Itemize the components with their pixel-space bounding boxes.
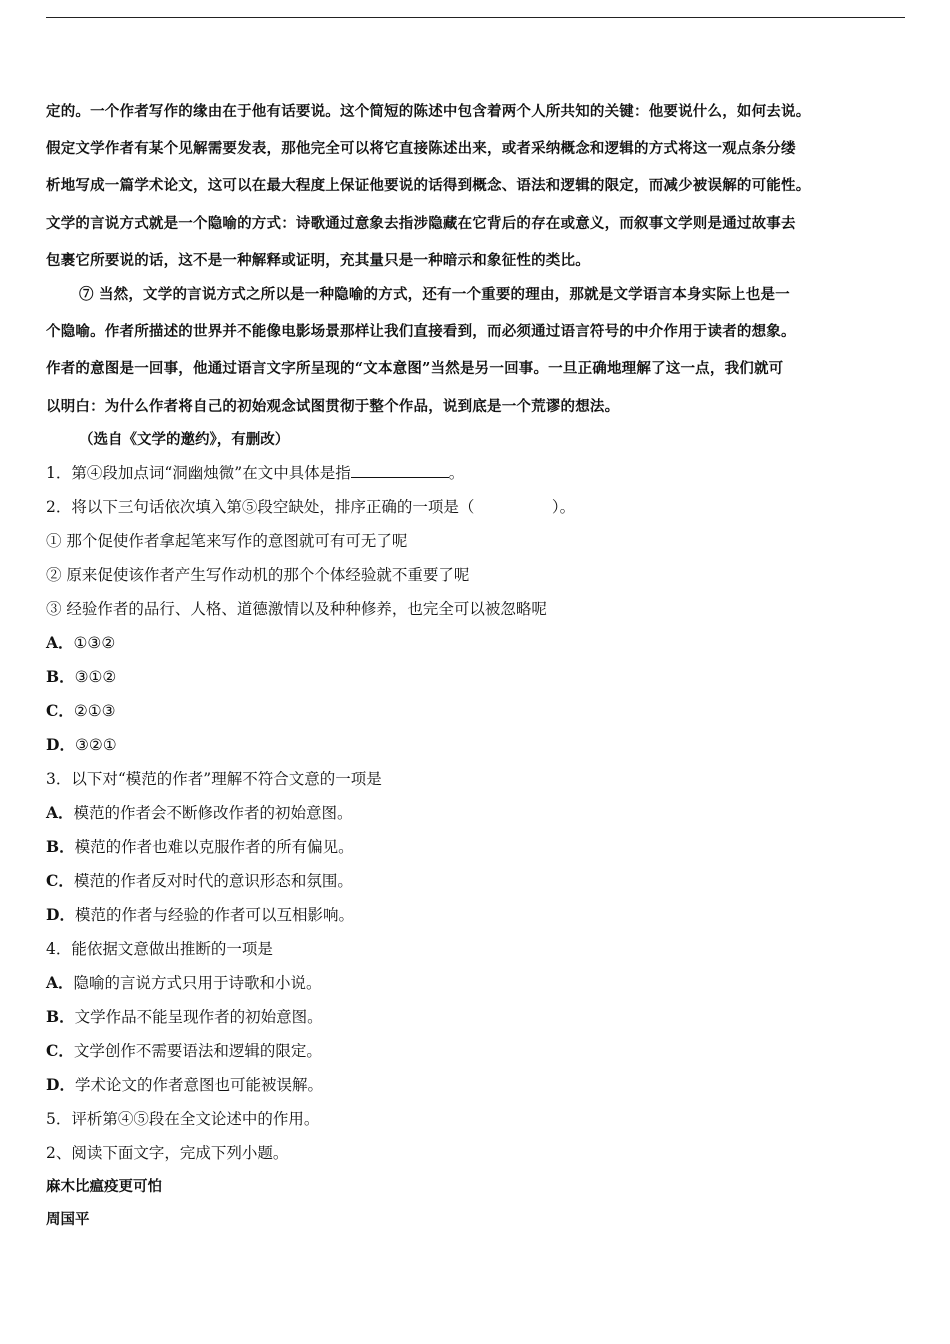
option-letter: D．: [46, 905, 75, 924]
passage-line: 定的。一个作者写作的缘由在于他有话要说。这个简短的陈述中包含着两个人所共知的关键：他要说什么，如何去说。: [46, 103, 811, 120]
option-text: 文学作品不能呈现作者的初始意图。: [74, 1008, 323, 1026]
option-text: 文学创作不需要语法和逻辑的限定。: [73, 1042, 322, 1060]
q2-sentence-3: ③ 经验作者的品行、人格、道德激情以及种种修养，也完全可以被忽略呢: [46, 600, 547, 618]
passage-line: 作者的意图是一回事，他通过语言文字所呈现的“文本意图”当然是另一回事。一旦正确地理解了这一点，我们就可: [46, 360, 784, 377]
option-text: 学术论文的作者意图也可能被误解。: [74, 1076, 323, 1094]
option-text: ①③②: [73, 634, 116, 652]
option-letter: C．: [46, 1041, 74, 1060]
option-letter: D．: [46, 735, 75, 754]
q4-option-c: [46, 1041, 906, 1061]
question-5: 5．评析第④⑤段在全文论述中的作用。: [46, 1110, 320, 1128]
question-1: [46, 463, 906, 483]
option-letter: A．: [46, 803, 74, 822]
passage-line: 析地写成一篇学术论文，这可以在最大程度上保证他要说的话得到概念、语法和逻辑的限定，而减少被误解的可能性。: [46, 177, 811, 194]
q4-option-b: [46, 1007, 906, 1027]
q2-option-d: [46, 735, 906, 755]
question-2: 2．将以下三句话依次填入第⑤段空缺处，排序正确的一项是（ ）。: [46, 498, 576, 516]
q4-option-a: [46, 973, 906, 993]
q4-option-d: [46, 1075, 906, 1095]
question-3: 3．以下对“模范的作者”理解不符合文意的一项是: [46, 770, 382, 788]
option-text: 模范的作者反对时代的意识形态和氛围。: [73, 872, 353, 890]
option-letter: C．: [46, 871, 74, 890]
question-1-text: 1．第④段加点词“洞幽烛微”在文中具体是指: [46, 464, 351, 482]
q2-sentence-1: ① 那个促使作者拿起笔来写作的意图就可有可无了呢: [46, 532, 408, 550]
header-rule: [46, 17, 905, 18]
option-text: ③②①: [74, 736, 117, 754]
answer-blank: [351, 463, 449, 478]
question-4: 4．能依据文意做出推断的一项是: [46, 940, 273, 958]
q3-option-b: [46, 837, 906, 857]
option-letter: B．: [46, 1007, 75, 1026]
q3-option-a: [46, 803, 906, 823]
option-text: 模范的作者与经验的作者可以互相影响。: [74, 906, 354, 924]
q2-option-c: [46, 701, 906, 721]
passage-line: 文学的言说方式就是一个隐喻的方式：诗歌通过意象去指涉隐藏在它背后的存在或意义，而叙事文学则是通过故事去: [46, 215, 796, 232]
article-title: 麻木比瘟疫更可怕: [46, 1178, 162, 1195]
section-2-instruction: 2、阅读下面文字，完成下列小题。: [46, 1144, 289, 1162]
passage-line: 包裹它所要说的话，这不是一种解释或证明，充其量只是一种暗示和象征性的类比。: [46, 252, 590, 269]
passage-line: 假定文学作者有某个见解需要发表，那他完全可以将它直接陈述出来，或者采纳概念和逻辑的方式将这一观点条分缕: [46, 140, 796, 157]
question-1-suffix: 。: [448, 464, 465, 482]
option-letter: B．: [46, 837, 75, 856]
q2-option-b: [46, 667, 906, 687]
q2-option-a: [46, 633, 906, 653]
option-letter: C．: [46, 701, 74, 720]
option-text: 模范的作者也难以克服作者的所有偏见。: [74, 838, 354, 856]
option-letter: A．: [46, 973, 74, 992]
q3-option-d: [46, 905, 906, 925]
q2-sentence-2: ② 原来促使该作者产生写作动机的那个个体经验就不重要了呢: [46, 566, 470, 584]
option-text: ②①③: [73, 702, 116, 720]
paragraph-7-first-line: ⑦ 当然，文学的言说方式之所以是一种隐喻的方式，还有一个重要的理由，那就是文学语言本身实际上也是一: [79, 286, 790, 303]
q3-option-c: [46, 871, 906, 891]
passage-line: 以明白：为什么作者将自己的初始观念试图贯彻于整个作品，说到底是一个荒谬的想法。: [46, 398, 620, 415]
option-letter: A．: [46, 633, 74, 652]
option-text: 模范的作者会不断修改作者的初始意图。: [73, 804, 353, 822]
option-text: ③①②: [74, 668, 117, 686]
passage-line: 个隐喻。作者所描述的世界并不能像电影场景那样让我们直接看到，而必须通过语言符号的中介作用于读者的想象。: [46, 323, 796, 340]
option-letter: B．: [46, 667, 75, 686]
option-text: 隐喻的言说方式只用于诗歌和小说。: [73, 974, 322, 992]
source-citation: （选自《文学的邀约》，有删改）: [79, 431, 290, 448]
article-author: 周国平: [46, 1211, 90, 1228]
option-letter: D．: [46, 1075, 75, 1094]
